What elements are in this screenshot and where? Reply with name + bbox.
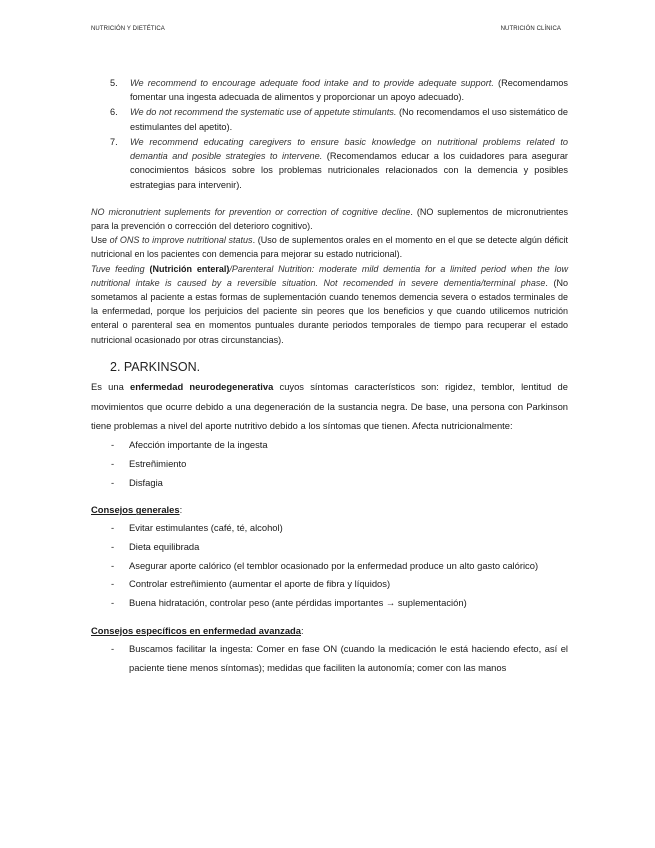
list-item xyxy=(91,474,568,493)
effects-list xyxy=(91,436,568,492)
subheading-text: Consejos generales xyxy=(91,504,180,516)
list-item xyxy=(91,575,568,594)
subheading-colon: : xyxy=(300,624,304,636)
dash-bullet: - xyxy=(111,522,115,534)
note-english: Tuve feeding xyxy=(91,263,145,274)
dash-bullet: - xyxy=(111,597,115,609)
recommendation-spanish: (Recomendamos fomentar una ingesta adecuada de alimentos y proporcionar un apoyo adecuado). xyxy=(130,78,568,103)
general-advice-list xyxy=(91,519,568,613)
list-item xyxy=(91,640,568,677)
list-item-text: Evitar estimulantes (café, té, alcohol) xyxy=(129,522,283,534)
recommendation-english: We recommend educating caregivers to ensure basic knowledge on nutritional problems related to demantia and posible strategies to intervene. xyxy=(130,136,568,162)
dash-bullet: - xyxy=(111,439,115,451)
recommendation-spanish: (No recomendamos el uso sistemático de estimulantes del apetito). xyxy=(130,107,569,132)
dash-bullet: - xyxy=(111,559,115,571)
advanced-advice-list xyxy=(91,640,568,677)
subheading-text: Consejos específicos en enfermedad avanzada xyxy=(91,624,301,636)
recommendation-item xyxy=(91,105,568,134)
recommendation-list xyxy=(91,76,568,192)
page-content xyxy=(91,76,568,677)
list-item xyxy=(91,455,568,474)
list-item-text: Afección importante de la ingesta xyxy=(129,439,268,451)
header-left: NUTRICIÓN Y DIETÉTICA xyxy=(91,26,165,32)
note-english: /Parenteral Nutrition: moderate mild dementia for a limited period when the low nutritional intake is caused by a reversible situation. Not recomended in severe dementia/terminal phase xyxy=(91,263,568,288)
intro-text: Es una xyxy=(91,380,131,392)
dash-bullet: - xyxy=(111,476,115,488)
note-ons xyxy=(91,233,568,261)
recommendation-english: We do not recommend the systematic use of appetute stimulants. xyxy=(130,107,397,118)
list-item xyxy=(91,594,568,613)
item-number: 7. xyxy=(110,136,118,147)
list-item-text: Buscamos facilitar la ingesta: Comer en fase ON (cuando la medicación le está haciendo efecto, así el paciente tiene menos síntomas); medidas que faciliten la autonomía; comer con las manos xyxy=(129,642,568,673)
list-item xyxy=(91,538,568,557)
list-item-text: Asegurar aporte calórico (el temblor ocasionado por la enfermedad produce un alto gasto calórico) xyxy=(129,559,539,571)
item-number: 6. xyxy=(110,107,118,118)
note-spanish: . (No sometamos al paciente a estas formas de suplementación cuando tenemos demencia severa o estados terminales de la enfermedad, porque los perjuicios del paciente sin peores que los beneficios y que cuando utilicemos nutrición enteral o parenteral sea en momentos puntuales durante periodos temporales de tiempo para recuperar el estado nutricional ocasionado por otras circunstancias). xyxy=(91,277,568,345)
dash-bullet: - xyxy=(111,457,115,469)
subheading-colon: : xyxy=(179,504,183,516)
intro-bold-term: enfermedad neurodegenerativa xyxy=(130,380,274,392)
section-heading: 2. PARKINSON. xyxy=(110,359,201,374)
note-micronutrients xyxy=(91,205,568,233)
section-intro xyxy=(91,377,568,436)
header-right: NUTRICIÓN CLÍNICA xyxy=(500,26,561,32)
note-spanish: . (NO suplementos de micronutrientes para la prevención o corrección del deterioro cognitivo). xyxy=(91,206,568,231)
list-item xyxy=(91,519,568,538)
list-item-text: Buena hidratación, controlar peso (ante pérdidas importantes → suplementación) xyxy=(129,597,467,609)
list-item-text: Estreñimiento xyxy=(129,457,187,469)
list-item xyxy=(91,557,568,576)
general-advice-heading xyxy=(91,500,568,519)
intro-text: cuyos síntomas característicos son: rigidez, temblor, lentitud de movimientos que ocurre debido a una degeneración de la sustancia negra. De base, una persona con Parkinson tiene problemas a nivel del aporte nutritivo debido a los síntomas que tienen. Afecta nutricionalmente: xyxy=(91,380,568,432)
list-item-text: Controlar estreñimiento (aumentar el aporte de fibra y líquidos) xyxy=(129,578,391,590)
recommendation-item xyxy=(91,135,568,193)
dash-bullet: - xyxy=(111,540,115,552)
list-item-text: Dieta equilibrada xyxy=(129,540,200,552)
item-number: 5. xyxy=(110,78,118,88)
note-english: NO micronutrient suplements for prevention or correction of cognitive decline xyxy=(91,206,411,217)
advanced-advice-heading xyxy=(91,621,568,640)
recommendation-english: We recommend to encourage adequate food intake and to provide adequate support. xyxy=(130,78,494,88)
list-item-text: Disfagia xyxy=(129,476,163,488)
note-spanish: . (Uso de suplementos orales en el momento en el que se detecte algún déficit nutricional en los pacientes con demencia para mejorar su estado nutricional). xyxy=(91,235,569,260)
recommendation-spanish: (Recomendamos educar a los cuidadores para asegurar conocimientos básicos sobre los problemas nutricionales relacionados con la demencia y posibles estrategias para intervenir). xyxy=(130,151,568,190)
dash-bullet: - xyxy=(111,578,115,590)
note-english: of ONS to improve nutritional status xyxy=(107,235,253,246)
note-bold-term: (Nutrición enteral) xyxy=(149,263,230,274)
note-tube-feeding xyxy=(91,262,568,347)
dash-bullet: - xyxy=(111,642,115,654)
recommendation-item xyxy=(91,76,568,105)
list-item xyxy=(91,436,568,455)
note-use-word: Use xyxy=(91,235,108,246)
